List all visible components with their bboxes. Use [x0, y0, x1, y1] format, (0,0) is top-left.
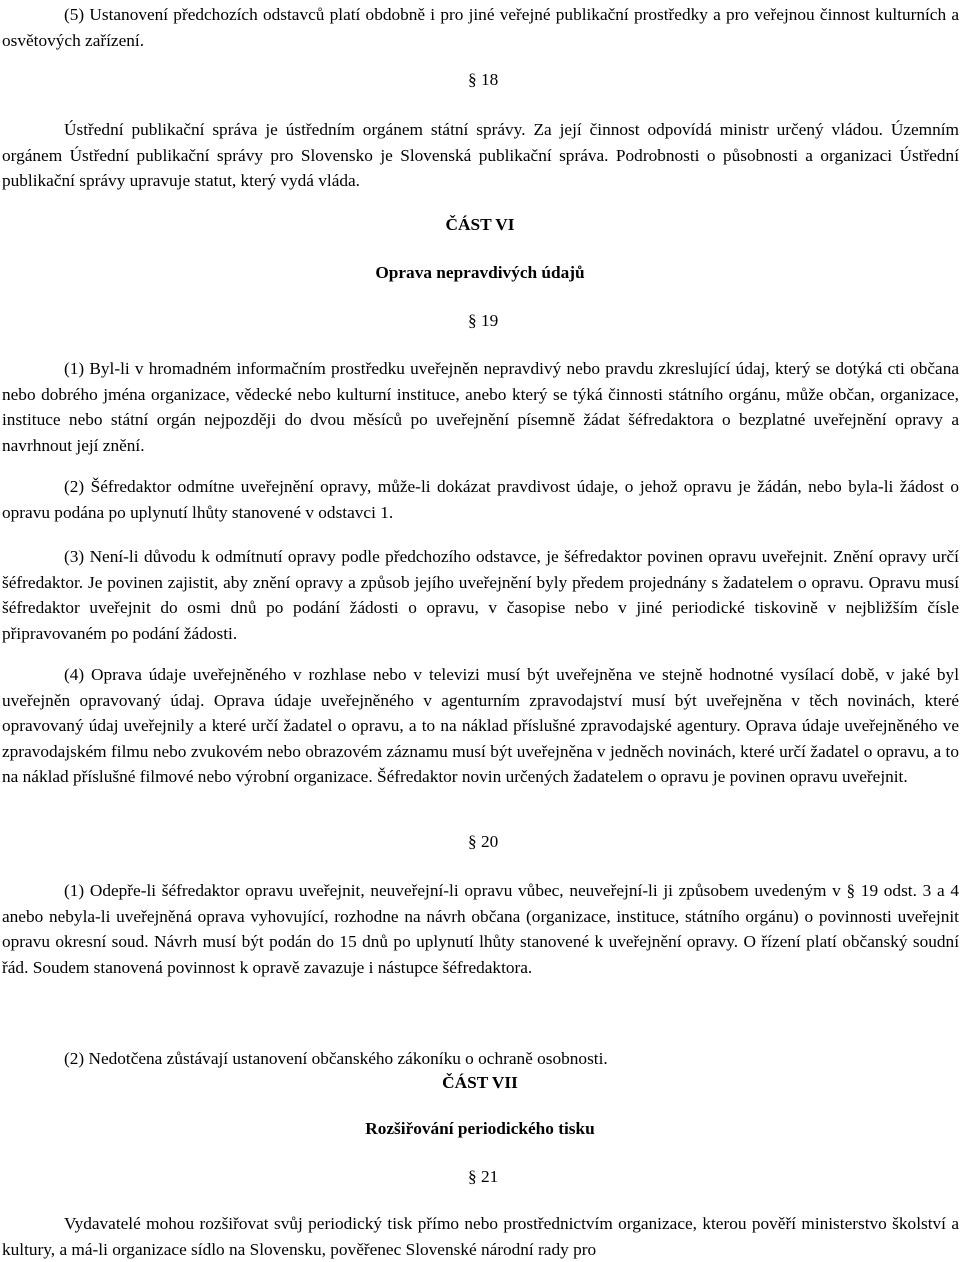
section-21-heading: § 21 [468, 1167, 499, 1186]
section-19-paragraph-1: (1) Byl-li v hromadném informačním prostředku uveřejněn nepravdivý nebo pravdu zkreslující údaj, který se dotýká cti občana nebo dobrého jména organizace, vědecké nebo kulturní instituce, anebo který se týká činnosti státního orgánu, může občan, organizace, instituce nebo státní orgán nejpozději do dvou měsíců po uveřejnění písemně žádat šéfredaktora o bezplatné uveřejnění opravy a navrhnout její znění. [2, 359, 959, 455]
section-18-heading: § 18 [468, 70, 499, 89]
part-6-title: Oprava nepravdivých údajů [375, 263, 585, 282]
section-20-paragraph-1: (1) Odepře-li šéfredaktor opravu uveřejnit, neuveřejní-li opravu vůbec, neuveřejní-li ji způsobem uvedeným v § 19 odst. 3 a 4 anebo nebyla-li uveřejněná oprava vyhovující, rozhodne na návrh občana (organizace, instituce, státního orgánu) o povinnosti uveřejnit opravu okresní soud. Návrh musí být podán do 15 dnů po uplynutí lhůty stanovené k uveřejnění opravy. O řízení platí občanský soudní řád. Soudem stanovená povinnost k opravě zavazuje i nástupce šéfredaktora. [2, 881, 959, 977]
part-7-title: Rozšiřování periodického tisku [365, 1119, 595, 1138]
part-6-heading: ČÁST VI [445, 215, 515, 234]
section-21-text: Vydavatelé mohou rozšiřovat svůj periodický tisk přímo nebo prostřednictvím organizace, kterou pověří ministerstvo školství a kultury, a má-li organizace sídlo na Slovensku, pověřenec Slovenské národní rady pro [2, 1214, 959, 1259]
section-19-paragraph-3: (3) Není-li důvodu k odmítnutí opravy podle předchozího odstavce, je šéfredaktor povinen opravu uveřejnit. Znění opravy určí šéfredaktor. Je povinen zajistit, aby znění opravy a způsob jejího uveřejnění byly předem projednány s žadatelem o opravu. Opravu musí šéfredaktor uveřejnit do osmi dnů po podání žádosti o opravu, v časopise nebo v jiné periodické tiskovině v nejbližším čísle připravovaném po podání žádosti. [2, 547, 959, 643]
paragraph-5: (5) Ustanovení předchozích odstavců platí obdobně i pro jiné veřejné publikační prostředky a pro veřejnou činnost kulturních a osvětových zařízení. [2, 5, 959, 50]
section-19-paragraph-4: (4) Oprava údaje uveřejněného v rozhlase nebo v televizi musí být uveřejněna ve stejně hodnotné vysílací době, v jaké byl uveřejněn opravovaný údaj. Oprava údaje uveřejněného v agenturním zpravodajství musí být uveřejněna v těch novinách, které opravovaný údaj uveřejnily a které určí žadatel o opravu, a to na náklad příslušné zpravodajské agentury. Oprava údaje uveřejněného ve zpravodajském filmu nebo zvukovém nebo obrazovém záznamu musí být uveřejněna v jedněch novinách, které určí žadatel o opravu, a to na náklad příslušné filmové nebo výrobní organizace. Šéfredaktor novin určených žadatelem o opravu je povinen opravu uveřejnit. [2, 665, 959, 786]
section-20-heading: § 20 [468, 832, 499, 851]
section-19-heading: § 19 [468, 311, 499, 330]
section-18-text: Ústřední publikační správa je ústředním orgánem státní správy. Za její činnost odpovídá ministr určený vládou. Územním orgánem Ústřední publikační správy pro Slovensko je Slovenská publikační správa. Podrobnosti o působnosti a organizaci Ústřední publikační správy upravuje statut, který vydá vláda. [2, 120, 959, 190]
section-19-paragraph-2: (2) Šéfredaktor odmítne uveřejnění opravy, může-li dokázat pravdivost údaje, o jehož opravu je žádán, nebo byla-li žádost o opravu podána po uplynutí lhůty stanovené v odstavci 1. [2, 477, 959, 522]
part-7-heading: ČÁST VII [442, 1073, 518, 1092]
section-20-paragraph-2: (2) Nedotčena zůstávají ustanovení občanského zákoníku o ochraně osobnosti. [64, 1049, 608, 1068]
